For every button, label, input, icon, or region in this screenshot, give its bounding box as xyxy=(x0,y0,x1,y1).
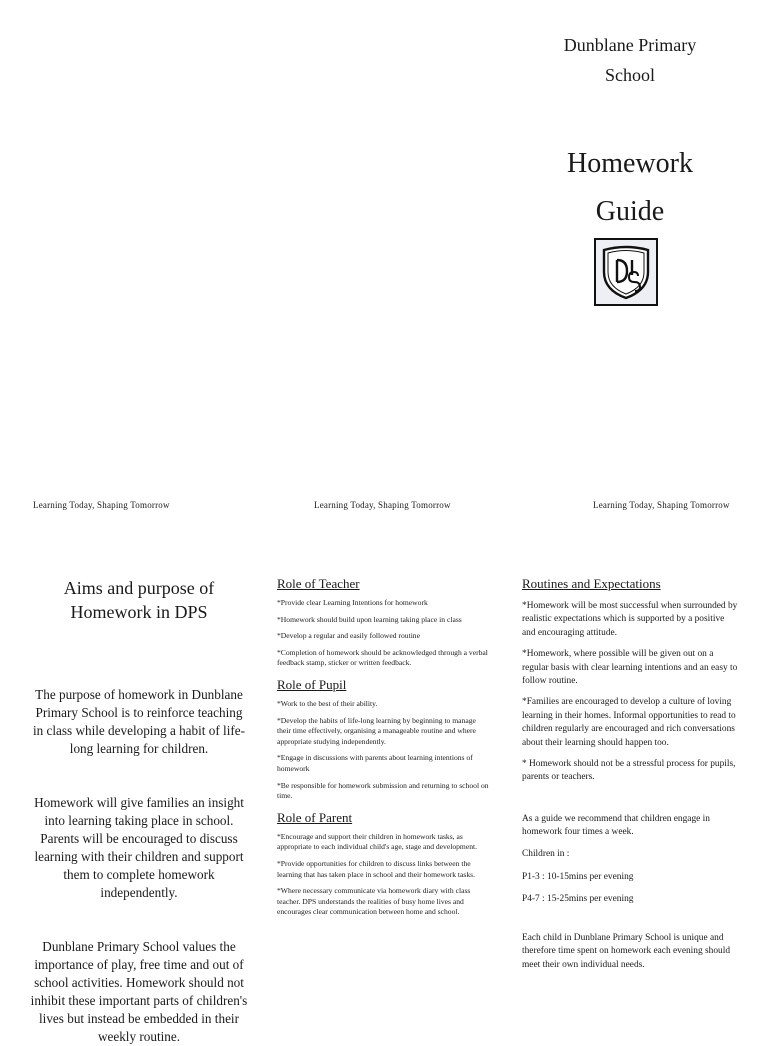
title-line-1: Homework xyxy=(567,148,693,179)
title-line-2: Guide xyxy=(595,196,665,227)
tagline-middle: Learning Today, Shaping Tomorrow xyxy=(314,500,451,510)
list-item: *Engage in discussions with parents about learning intentions of homework xyxy=(277,753,473,773)
list-item: *Work to the best of their ability. xyxy=(277,698,378,708)
tagline-right: Learning Today, Shaping Tomorrow xyxy=(593,500,730,510)
role-of-parent-heading: Role of Parent xyxy=(277,809,353,825)
routines-section xyxy=(522,576,740,972)
list-item: *Develop the habits of life-long learning by beginning to manage their time effectively, organising a manageable routine and where appropriate studying independently. xyxy=(277,715,476,746)
list-item: *Provide clear Learning Intentions for homework xyxy=(277,598,428,607)
children-in-label: Children in : xyxy=(522,848,570,859)
role-of-teacher-heading: Role of Teacher xyxy=(277,576,360,591)
routines-heading: Routines and Expectations xyxy=(522,576,661,591)
aims-paragraph: Dunblane Primary School values the importance of play, free time and out of school activities. Homework should not inhibit these important parts of children's lives but instead be embedded in their weekly routine. xyxy=(30,939,248,1044)
aims-paragraph: Homework will give families an insight into learning taking place in school. Parents will be encouraged to discuss learning with their children and support them to complete homework independently. xyxy=(34,795,244,900)
aims-section xyxy=(30,576,248,1046)
list-item: *Families are encouraged to develop a culture of loving learning in their homes. Informal opportunities to read to children regularly are encouraged and rich conversations about their learning should happen too. xyxy=(522,697,736,748)
roles-section xyxy=(277,576,491,918)
crest-shield-graphic xyxy=(596,240,656,304)
role-of-pupil-heading: Role of Pupil xyxy=(277,676,347,692)
list-item: *Homework will be most successful when surrounded by realistic expectations which is supported by a positive and encouraging attitude. xyxy=(522,601,738,638)
teacher-role-list xyxy=(277,598,491,669)
p1-3-time: P1-3 : 10-15mins per evening xyxy=(522,872,634,883)
pupil-role-list xyxy=(277,699,491,802)
list-item: *Encourage and support their children in homework tasks, as appropriate to each individual child's age, stage and development. xyxy=(277,831,478,852)
school-name-line-2: School xyxy=(604,65,655,85)
list-item: *Where necessary communicate via homework diary with class teacher. DPS understands the realities of busy home lives and encourages clear communication between home and school. xyxy=(277,886,471,917)
aims-paragraph: The purpose of homework in Dunblane Primary School is to reinforce teaching in class while developing a habit of life-long learning for children. xyxy=(32,687,246,756)
parent-role-list xyxy=(277,832,491,918)
aims-heading: Aims and purpose of Homework in DPS xyxy=(63,578,215,622)
p4-7-time: P4-7 : 15-25mins per evening xyxy=(522,893,634,904)
school-name-line-1: Dunblane Primary xyxy=(563,35,697,55)
list-item: *Homework, where possible will be given out on a regular basis with clear learning intentions and an easy to follow routine. xyxy=(522,649,738,687)
list-item: *Provide opportunities for children to discuss links between the learning that has taken place in school and their homework tasks. xyxy=(277,858,476,879)
list-item: *Homework should build upon learning taking place in class xyxy=(277,614,462,624)
cover-title xyxy=(532,140,728,236)
tagline-left: Learning Today, Shaping Tomorrow xyxy=(33,500,170,510)
homework-frequency-guide: As a guide we recommend that children engage in homework four times a week. xyxy=(522,813,710,838)
school-crest-icon xyxy=(594,238,658,306)
routines-list xyxy=(522,600,740,785)
list-item: *Completion of homework should be acknowledged through a verbal feedback stamp, sticker or written feedback. xyxy=(277,647,488,668)
list-item: *Develop a regular and easily followed routine xyxy=(277,631,420,641)
cover-school-name xyxy=(532,30,728,90)
closing-note: Each child in Dunblane Primary School is unique and therefore time spent on homework each evening should meet their own individual needs. xyxy=(522,932,731,970)
list-item: * Homework should not be a stressful process for pupils, parents or teachers. xyxy=(522,759,736,783)
list-item: *Be responsible for homework submission and returning to school on time. xyxy=(277,780,489,801)
